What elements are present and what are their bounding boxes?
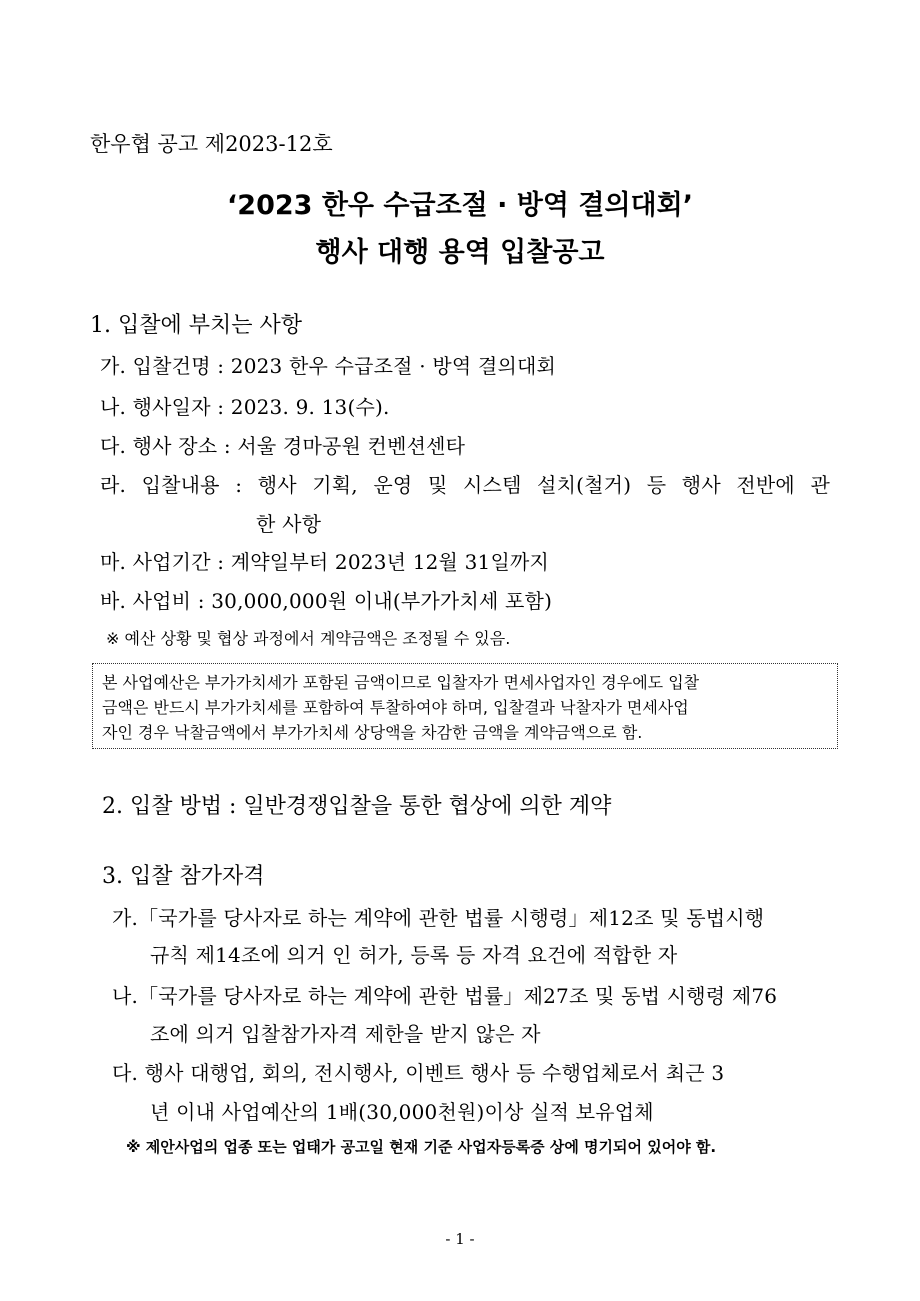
vat-notice-line3: 자인 경우 낙찰금액에서 부가가치세 상당액을 차감한 금액을 계약금액으로 함.	[102, 723, 643, 742]
page-number: - 1 -	[445, 1230, 475, 1248]
notice-number: 한우협 공고 제2023-12호	[90, 132, 333, 156]
section1-item-e: 마. 사업기간 : 계약일부터 2023년 12월 31일까지	[100, 550, 550, 574]
section1-item-a: 가. 입찰건명 : 2023 한우 수급조절 · 방역 결의대회	[100, 354, 557, 378]
section1-note: ※ 예산 상황 및 협상 과정에서 계약금액은 조정될 수 있음.	[106, 629, 511, 648]
section1-item-d: 라. 입찰내용 : 행사 기획, 운영 및 시스템 설치(철거) 등 행사 전반에 관	[100, 473, 830, 497]
section3-item-c-cont: 년 이내 사업예산의 1배(30,000천원)이상 실적 보유업체	[150, 1100, 654, 1124]
vat-notice-line2: 금액은 반드시 부가가치세를 포함하여 투찰하여야 하며, 입찰결과 낙찰자가 면세사업	[102, 698, 689, 717]
page-title-line1: ‘2023 한우 수급조절 · 방역 결의대회’	[227, 190, 693, 221]
page-title-line2: 행사 대행 용역 입찰공고	[315, 237, 605, 268]
section3-item-b-cont: 조에 의거 입찰참가자격 제한을 받지 않은 자	[150, 1022, 541, 1046]
section3-item-b: 나.「국가를 당사자로 하는 계약에 관한 법률」제27조 및 동법 시행령 제76	[112, 984, 778, 1008]
section1-item-f: 바. 사업비 : 30,000,000원 이내(부가가치세 포함)	[100, 589, 553, 613]
section3-heading: 3. 입찰 참가자격	[102, 864, 265, 889]
vat-notice-box	[92, 663, 838, 749]
section1-item-c: 다. 행사 장소 : 서울 경마공원 컨벤션센타	[100, 434, 466, 458]
section3-item-a: 가.「국가를 당사자로 하는 계약에 관한 법률 시행령」제12조 및 동법시행	[112, 906, 765, 930]
section1-item-d-cont: 한 사항	[256, 512, 322, 536]
section3-item-c: 다. 행사 대행업, 회의, 전시행사, 이벤트 행사 등 수행업체로서 최근 3	[112, 1061, 725, 1085]
section3-note: ※ 제안사업의 업종 또는 업태가 공고일 현재 기준 사업자등록증 상에 명기되어 있어야 함.	[126, 1138, 717, 1156]
section1-heading: 1. 입찰에 부치는 사항	[90, 313, 302, 338]
section2-heading: 2. 입찰 방법 : 일반경쟁입찰을 통한 협상에 의한 계약	[102, 794, 612, 819]
section3-item-a-cont: 규칙 제14조에 의거 인 허가, 등록 등 자격 요건에 적합한 자	[150, 943, 678, 967]
vat-notice-line1: 본 사업예산은 부가가치세가 포함된 금액이므로 입찰자가 면세사업자인 경우에도 입찰	[102, 673, 700, 692]
section1-item-b: 나. 행사일자 : 2023. 9. 13(수).	[100, 395, 390, 419]
